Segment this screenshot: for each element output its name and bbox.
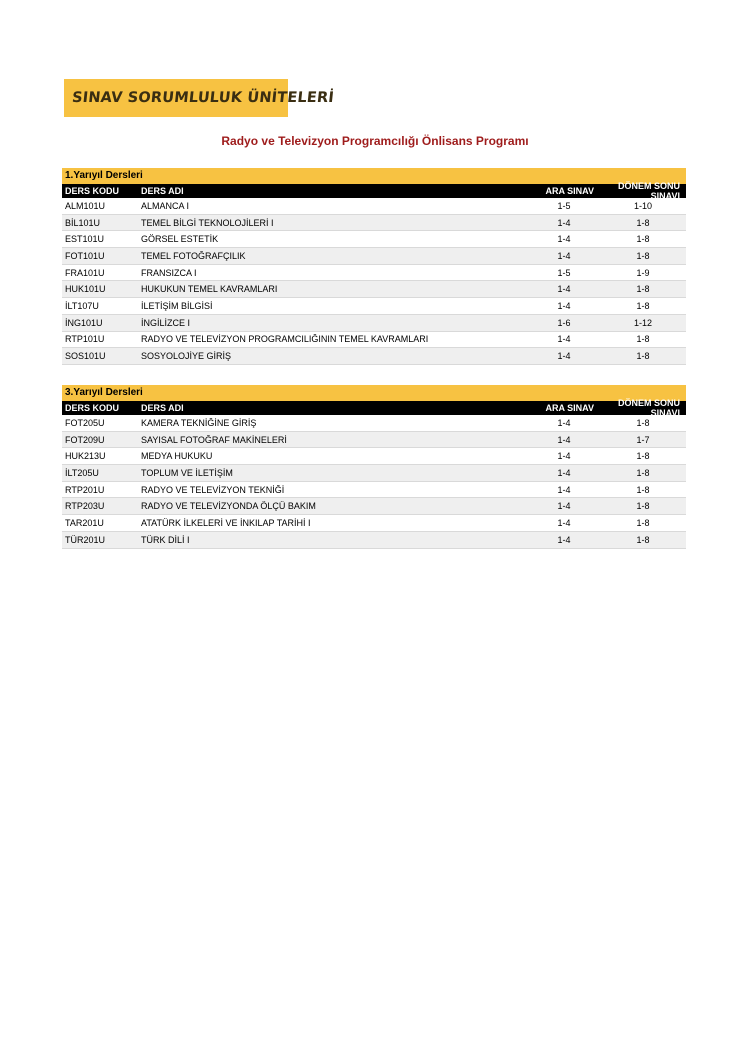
table-row xyxy=(62,265,686,282)
course-name: RADYO VE TELEVİZYONDA ÖLÇÜ BAKIM xyxy=(141,501,316,512)
course-code: RTP203U xyxy=(65,501,105,512)
donem-sonu-units: 1-10 xyxy=(633,200,652,211)
course-name: İLETİŞİM BİLGİSİ xyxy=(141,300,213,311)
table-row xyxy=(62,465,686,482)
ara-sinav-units: 1-4 xyxy=(557,534,571,545)
header-ders-adi: DERS ADI xyxy=(141,186,184,196)
semester-3-section xyxy=(62,385,686,549)
header-ders-adi: DERS ADI xyxy=(141,403,184,413)
ara-sinav-units: 1-4 xyxy=(557,351,571,362)
ara-sinav-units: 1-4 xyxy=(557,417,571,428)
column-header-row xyxy=(62,398,686,418)
course-name: MEDYA HUKUKU xyxy=(141,451,213,462)
course-code: RTP201U xyxy=(65,484,105,495)
section-title: 3.Yarıyıl Dersleri xyxy=(62,385,686,401)
donem-sonu-units: 1-8 xyxy=(636,234,650,245)
ara-sinav-units: 1-4 xyxy=(557,234,571,245)
donem-sonu-units: 1-8 xyxy=(636,284,650,295)
section-title: 1.Yarıyıl Dersleri xyxy=(62,168,686,184)
semester-1-section xyxy=(62,168,686,365)
donem-sonu-units: 1-8 xyxy=(636,250,650,261)
table-row xyxy=(62,432,686,449)
table-row xyxy=(62,332,686,349)
course-name: ALMANCA I xyxy=(141,200,190,211)
ara-sinav-units: 1-4 xyxy=(557,334,571,345)
ara-sinav-units: 1-4 xyxy=(557,250,571,261)
program-title: Radyo ve Televizyon Programcılığı Önlisans Programı xyxy=(221,134,529,148)
ara-sinav-units: 1-6 xyxy=(557,317,571,328)
course-name: SAYISAL FOTOĞRAF MAKİNELERİ xyxy=(141,434,287,445)
title-banner xyxy=(64,79,335,117)
table-row xyxy=(62,231,686,248)
header-ders-kodu: DERS KODU xyxy=(65,186,120,196)
table-row xyxy=(62,198,686,215)
donem-sonu-units: 1-8 xyxy=(636,451,650,462)
ara-sinav-units: 1-4 xyxy=(557,467,571,478)
ara-sinav-units: 1-4 xyxy=(557,501,571,512)
course-code: İLT205U xyxy=(65,467,99,478)
table-row xyxy=(62,348,686,365)
table-row xyxy=(62,248,686,265)
donem-sonu-units: 1-8 xyxy=(636,517,650,528)
donem-sonu-units: 1-8 xyxy=(636,534,650,545)
course-code: FOT205U xyxy=(65,417,105,428)
course-code: BİL101U xyxy=(65,217,101,228)
header-ders-kodu: DERS KODU xyxy=(65,403,120,413)
course-code: TAR201U xyxy=(65,517,104,528)
donem-sonu-units: 1-7 xyxy=(636,434,650,445)
table-row xyxy=(62,415,686,432)
header-ara-sinav: ARA SINAV xyxy=(545,403,594,413)
ara-sinav-units: 1-5 xyxy=(557,267,571,278)
course-code: SOS101U xyxy=(65,351,106,362)
course-code: EST101U xyxy=(65,234,105,245)
ara-sinav-units: 1-4 xyxy=(557,284,571,295)
table-row xyxy=(62,482,686,499)
course-name: GÖRSEL ESTETİK xyxy=(141,234,219,245)
donem-sonu-units: 1-8 xyxy=(636,300,650,311)
donem-sonu-units: 1-8 xyxy=(636,217,650,228)
header-donem-sonu: DÖNEM SONU SINAVI xyxy=(617,398,680,418)
course-code: FOT209U xyxy=(65,434,105,445)
course-code: HUK213U xyxy=(65,451,106,462)
table-row xyxy=(62,215,686,232)
table-row xyxy=(62,515,686,532)
donem-sonu-units: 1-9 xyxy=(636,267,650,278)
course-name: TOPLUM VE İLETİŞİM xyxy=(141,467,233,478)
table-row xyxy=(62,315,686,332)
course-code: İNG101U xyxy=(65,317,103,328)
donem-sonu-units: 1-8 xyxy=(636,467,650,478)
course-name: FRANSIZCA I xyxy=(141,267,197,278)
course-code: ALM101U xyxy=(65,200,106,211)
course-name: RADYO VE TELEVİZYON TEKNİĞİ xyxy=(141,484,285,495)
donem-sonu-units: 1-8 xyxy=(636,334,650,345)
table-row xyxy=(62,298,686,315)
donem-sonu-units: 1-8 xyxy=(636,501,650,512)
ara-sinav-units: 1-4 xyxy=(557,434,571,445)
banner-title: SINAV SORUMLULUK ÜNİTELERİ xyxy=(71,90,335,106)
course-name: ATATÜRK İLKELERİ VE İNKILAP TARİHİ I xyxy=(141,517,311,528)
course-name: SOSYOLOJİYE GİRİŞ xyxy=(141,351,232,362)
column-header-row xyxy=(62,181,686,201)
course-code: İLT107U xyxy=(65,300,99,311)
course-code: TÜR201U xyxy=(65,534,106,545)
course-name: TEMEL BİLGİ TEKNOLOJİLERİ I xyxy=(141,217,274,228)
table-row xyxy=(62,281,686,298)
donem-sonu-units: 1-8 xyxy=(636,484,650,495)
donem-sonu-units: 1-12 xyxy=(633,317,652,328)
header-ara-sinav: ARA SINAV xyxy=(545,186,594,196)
donem-sonu-units: 1-8 xyxy=(636,351,650,362)
course-name: TEMEL FOTOĞRAFÇILIK xyxy=(141,250,246,261)
course-name: RADYO VE TELEVİZYON PROGRAMCILIĞININ TEMEL KAVRAMLARI xyxy=(141,334,429,345)
ara-sinav-units: 1-4 xyxy=(557,451,571,462)
table-row xyxy=(62,448,686,465)
table-row xyxy=(62,532,686,549)
course-code: FRA101U xyxy=(65,267,105,278)
course-list xyxy=(62,415,686,549)
ara-sinav-units: 1-4 xyxy=(557,300,571,311)
course-name: KAMERA TEKNİĞİNE GİRİŞ xyxy=(141,417,257,428)
course-code: FOT101U xyxy=(65,250,105,261)
ara-sinav-units: 1-4 xyxy=(557,217,571,228)
ara-sinav-units: 1-4 xyxy=(557,484,571,495)
course-list xyxy=(62,198,686,365)
course-code: RTP101U xyxy=(65,334,105,345)
course-name: HUKUKUN TEMEL KAVRAMLARI xyxy=(141,284,278,295)
course-name: TÜRK DİLİ I xyxy=(141,534,190,545)
donem-sonu-units: 1-8 xyxy=(636,417,650,428)
course-name: İNGİLİZCE I xyxy=(141,317,191,328)
table-row xyxy=(62,498,686,515)
header-donem-sonu: DÖNEM SONU SINAVI xyxy=(617,181,680,201)
course-code: HUK101U xyxy=(65,284,106,295)
ara-sinav-units: 1-4 xyxy=(557,517,571,528)
ara-sinav-units: 1-5 xyxy=(557,200,571,211)
